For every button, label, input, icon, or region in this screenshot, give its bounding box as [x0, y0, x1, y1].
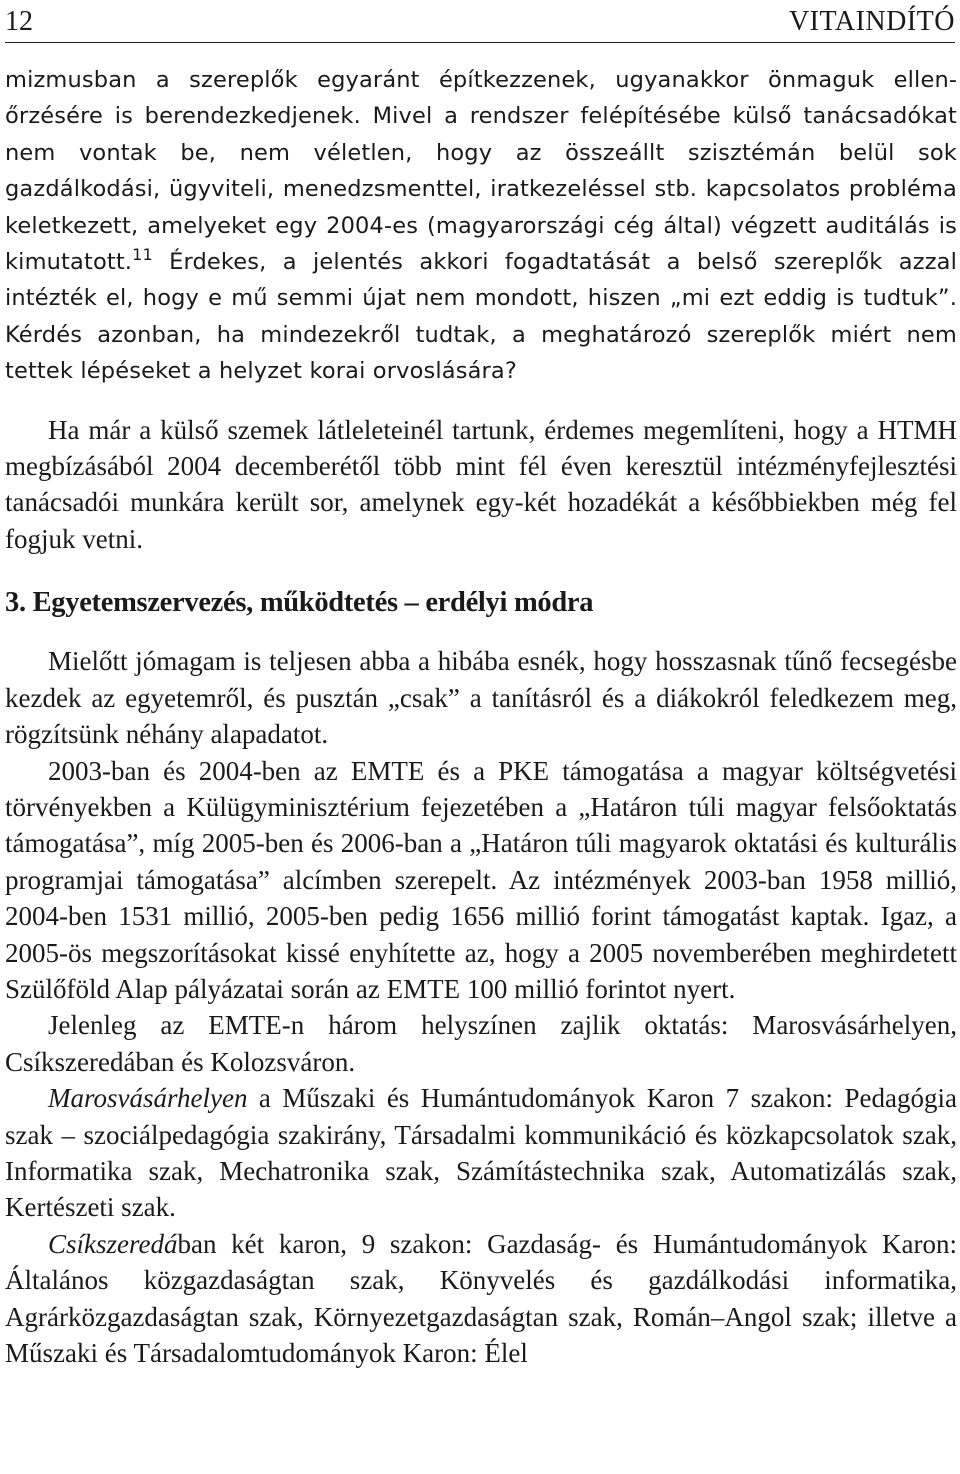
place-csikszereda: Csíkszeredá: [48, 1228, 178, 1259]
paragraph-locations: Jelenleg az EMTE-n három helyszínen zajlik oktatás: Marosvásárhelyen, Csíkszeredában és Kolozsváron.: [5, 1010, 957, 1077]
section-heading: 3. Egyetemszervezés, működtetés – erdélyi módra: [5, 587, 594, 619]
paragraph-audit-text-2: Érdekes, a jelentés akkori fogadtatását a belső szereplők azzal intézték el, hogy e mű semmi újat nem mondott, hiszen „mi ezt eddig is tudtuk”. Kérdés azonban, ha mindezekről tudtak, a meghatározó szereplők miért nem tettek lépéseket a helyzet korai orvoslására?: [5, 249, 957, 385]
footnote-marker[interactable]: 11: [132, 245, 153, 265]
paragraph-intro: Mielőtt jómagam is teljesen abba a hibába esnék, hogy hosszasnak tűnő fecsegésbe kezdek az egyetemről, és pusztán „csak” a tanításról és a diákokról feledkezem meg, rögzítsünk néhány alapadatot.: [5, 646, 957, 750]
running-head: VITAINDÍTÓ: [788, 6, 955, 37]
paragraph-funding: 2003-ban és 2004-ben az EMTE és a PKE támogatása a magyar költségvetési törvényekben a Külügyminisztérium fejezetében a „Határon túli magyar felsőoktatás támogatása”, míg 2005-ben és 2006-ban a „Határon túli magyarok oktatási és kulturális programjai támogatása” alcímben szerepelt. Az intézmények 2003-ban 1958 millió, 2004-ben 1531 millió, 2005-ben pedig 1656 millió forint támogatást kaptak. Igaz, a 2005-ös megszorításokat kissé enyhítette az, hogy a 2005 novemberében meghirdetett Szülőföld Alap pályázatai során az EMTE 100 millió forintot nyert.: [5, 755, 957, 1004]
place-marosvasarhely: Marosvásárhelyen: [48, 1083, 248, 1114]
paragraph-csikszereda: [5, 1226, 957, 1372]
body-text: [5, 62, 957, 1371]
paragraph-audit: [5, 62, 957, 390]
page-header: [5, 2, 955, 43]
paragraph-audit-text-1: mizmusban a szereplők egyaránt építkezzenek, ugyanakkor önmaguk ellenőrzésére is berendezkedjenek. Mivel a rendszer felépítésébe külső tanácsadókat nem vontak be, nem véletlen, hogy az összeállt szisztémán belül sok gazdálkodási, ügyviteli, menedzsmenttel, iratkezeléssel stb. kapcsolatos probléma keletkezett, amelyeket egy 2004-es (magyarországi cég által) végzett auditálás is kimutatott.: [5, 67, 957, 276]
paragraph-marosvasarhely-text: a Műszaki és Humántudományok Karon 7 szakon: Pedagógia szak – szociálpedagógia szakirány, Társadalmi kommunikáció és közkapcsolatok szak, Informatika szak, Mechatronika szak, Számítástechnika szak, Automatizálás szak, Kertészeti szak.: [5, 1083, 957, 1223]
paragraph-htmh: Ha már a külső szemek látleleteinél tartunk, érdemes megemlíteni, hogy a HTMH megbízásából 2004 decemberétől több mint fél éven keresztül intézményfejlesztési tanácsadói munkára került sor, amelynek egy-két hozadékát a későbbiekben még fel fogjuk vetni.: [5, 414, 957, 554]
paragraph-csikszereda-text: ban két karon, 9 szakon: Gazdaság- és Humántudományok Karon: Általános közgazdaságtan szak, Könyvelés és gazdálkodási informatika, Agrárközgazdaságtan szak, Környezetgazdaságtan szak, Román–Angol szak; illetve a Műszaki és Társadalomtudományok Karon: Élel: [5, 1228, 957, 1368]
page-number: 12: [5, 6, 33, 37]
paragraph-marosvasarhely: [5, 1080, 957, 1226]
